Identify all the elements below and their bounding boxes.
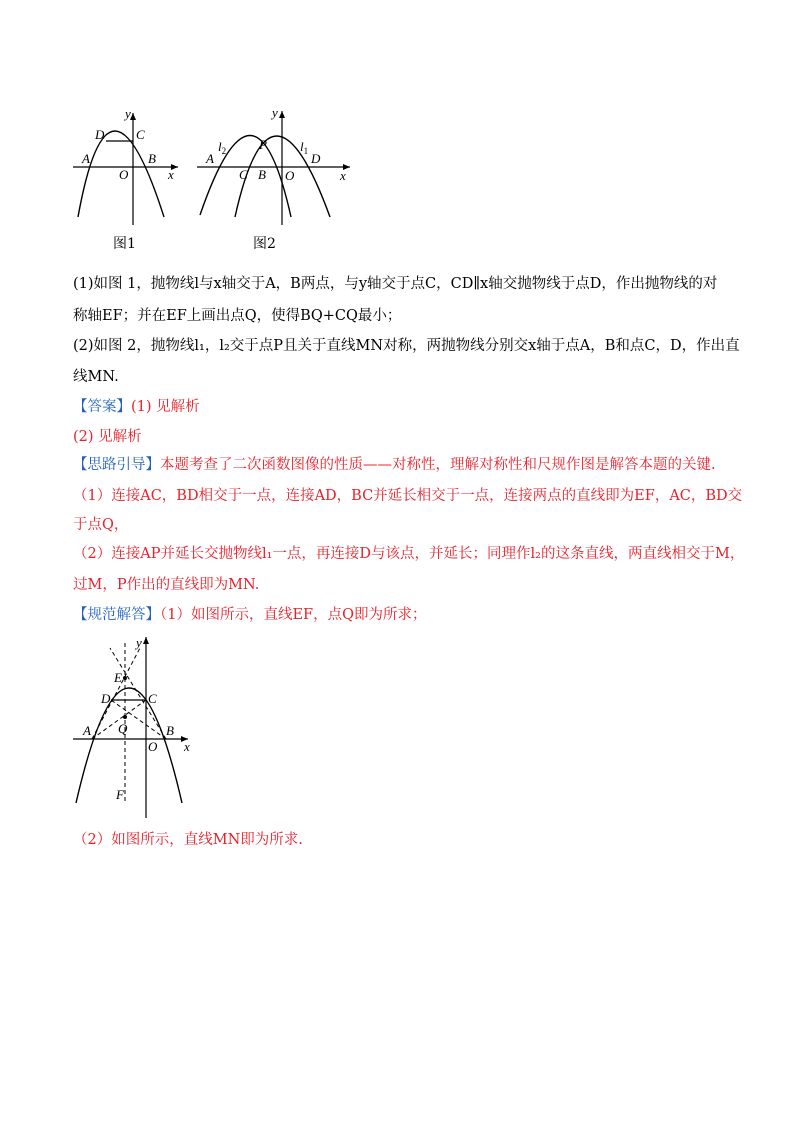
fig2-label-p: P	[259, 137, 267, 152]
hint-line-2: 于点Q，	[73, 517, 129, 533]
fig3-label-o: O	[148, 739, 158, 754]
answer-part-1: (1) 见解析	[131, 399, 200, 415]
fig3-label-f: F	[116, 787, 124, 802]
fig2-label-l1: $l_1$	[300, 139, 309, 156]
solution-tag: 【规范解答】	[73, 607, 160, 623]
hint-line-3: （2）连接AP并延长交抛物线l₁一点，再连接D与该点，并延长；同理作l₂的这条直线，两直线相交于M，	[73, 546, 745, 562]
figure-2	[195, 105, 355, 225]
question-line-4: 线MN.	[73, 369, 119, 385]
figure-2-caption: 图2	[253, 236, 276, 252]
fig3-label-y: y	[136, 635, 142, 650]
fig1-label-c: C	[136, 127, 145, 142]
fig2-label-a: A	[206, 151, 214, 166]
figure-1-caption: 图1	[113, 236, 136, 252]
figure-1	[68, 105, 183, 225]
fig1-label-x: x	[168, 167, 174, 182]
fig3-label-d: D	[101, 691, 111, 706]
fig3-label-b: B	[166, 723, 174, 738]
question-line-3: (2)如图 2，抛物线l₁，l₂交于点P且关于直线MN对称，两抛物线分别交x轴于点A，B和点C，D，作出直	[73, 338, 740, 354]
hint-tag: 【思路引导】	[73, 457, 160, 473]
fig2-label-b: B	[258, 167, 266, 182]
hint-text: 本题考查了二次函数图像的性质——对称性，理解对称性和尺规作图是解答本题的关键.	[160, 457, 716, 473]
solution-part-1: （1）如图所示，直线EF，点Q即为所求；	[160, 607, 427, 623]
fig3-label-x: x	[184, 739, 190, 754]
fig2-label-c: C	[239, 167, 248, 182]
fig2-label-y: y	[272, 105, 278, 120]
fig2-label-o: O	[285, 168, 295, 183]
question-line-2: 称轴EF；并在EF上画出点Q，使得BQ+CQ最小；	[73, 308, 402, 324]
answer-part-2: (2) 见解析	[73, 429, 142, 445]
hint-line	[73, 455, 716, 475]
fig2-label-x: x	[340, 168, 346, 183]
fig3-label-e: E	[114, 670, 122, 685]
fig3-label-a: A	[83, 723, 91, 738]
answer-line	[73, 397, 200, 417]
fig1-label-y: y	[125, 106, 131, 121]
fig3-label-c: C	[148, 691, 157, 706]
fig2-label-d: D	[311, 151, 321, 166]
question-line-1: (1)如图 1，抛物线l与x轴交于A，B两点，与y轴交于点C，CD∥x轴交抛物线于点D，作出抛物线的对	[73, 276, 718, 292]
figure-3	[68, 633, 198, 818]
hint-line-1: （1）连接AC，BD相交于一点，连接AD，BC并延长相交于一点，连接两点的直线即为EF，AC，BD交	[73, 488, 743, 504]
fig1-label-d: D	[95, 127, 105, 142]
fig1-label-b: B	[148, 151, 156, 166]
fig1-label-o: O	[119, 167, 129, 182]
fig3-label-q: Q	[118, 721, 128, 736]
fig1-label-a: A	[82, 151, 90, 166]
hint-line-4: 过M，P作出的直线即为MN.	[73, 577, 260, 593]
answer-tag: 【答案】	[73, 399, 131, 415]
solution-part-2: （2）如图所示，直线MN即为所求.	[73, 832, 303, 848]
solution-line	[73, 605, 427, 625]
fig2-label-l2: $l_2$	[218, 139, 227, 156]
